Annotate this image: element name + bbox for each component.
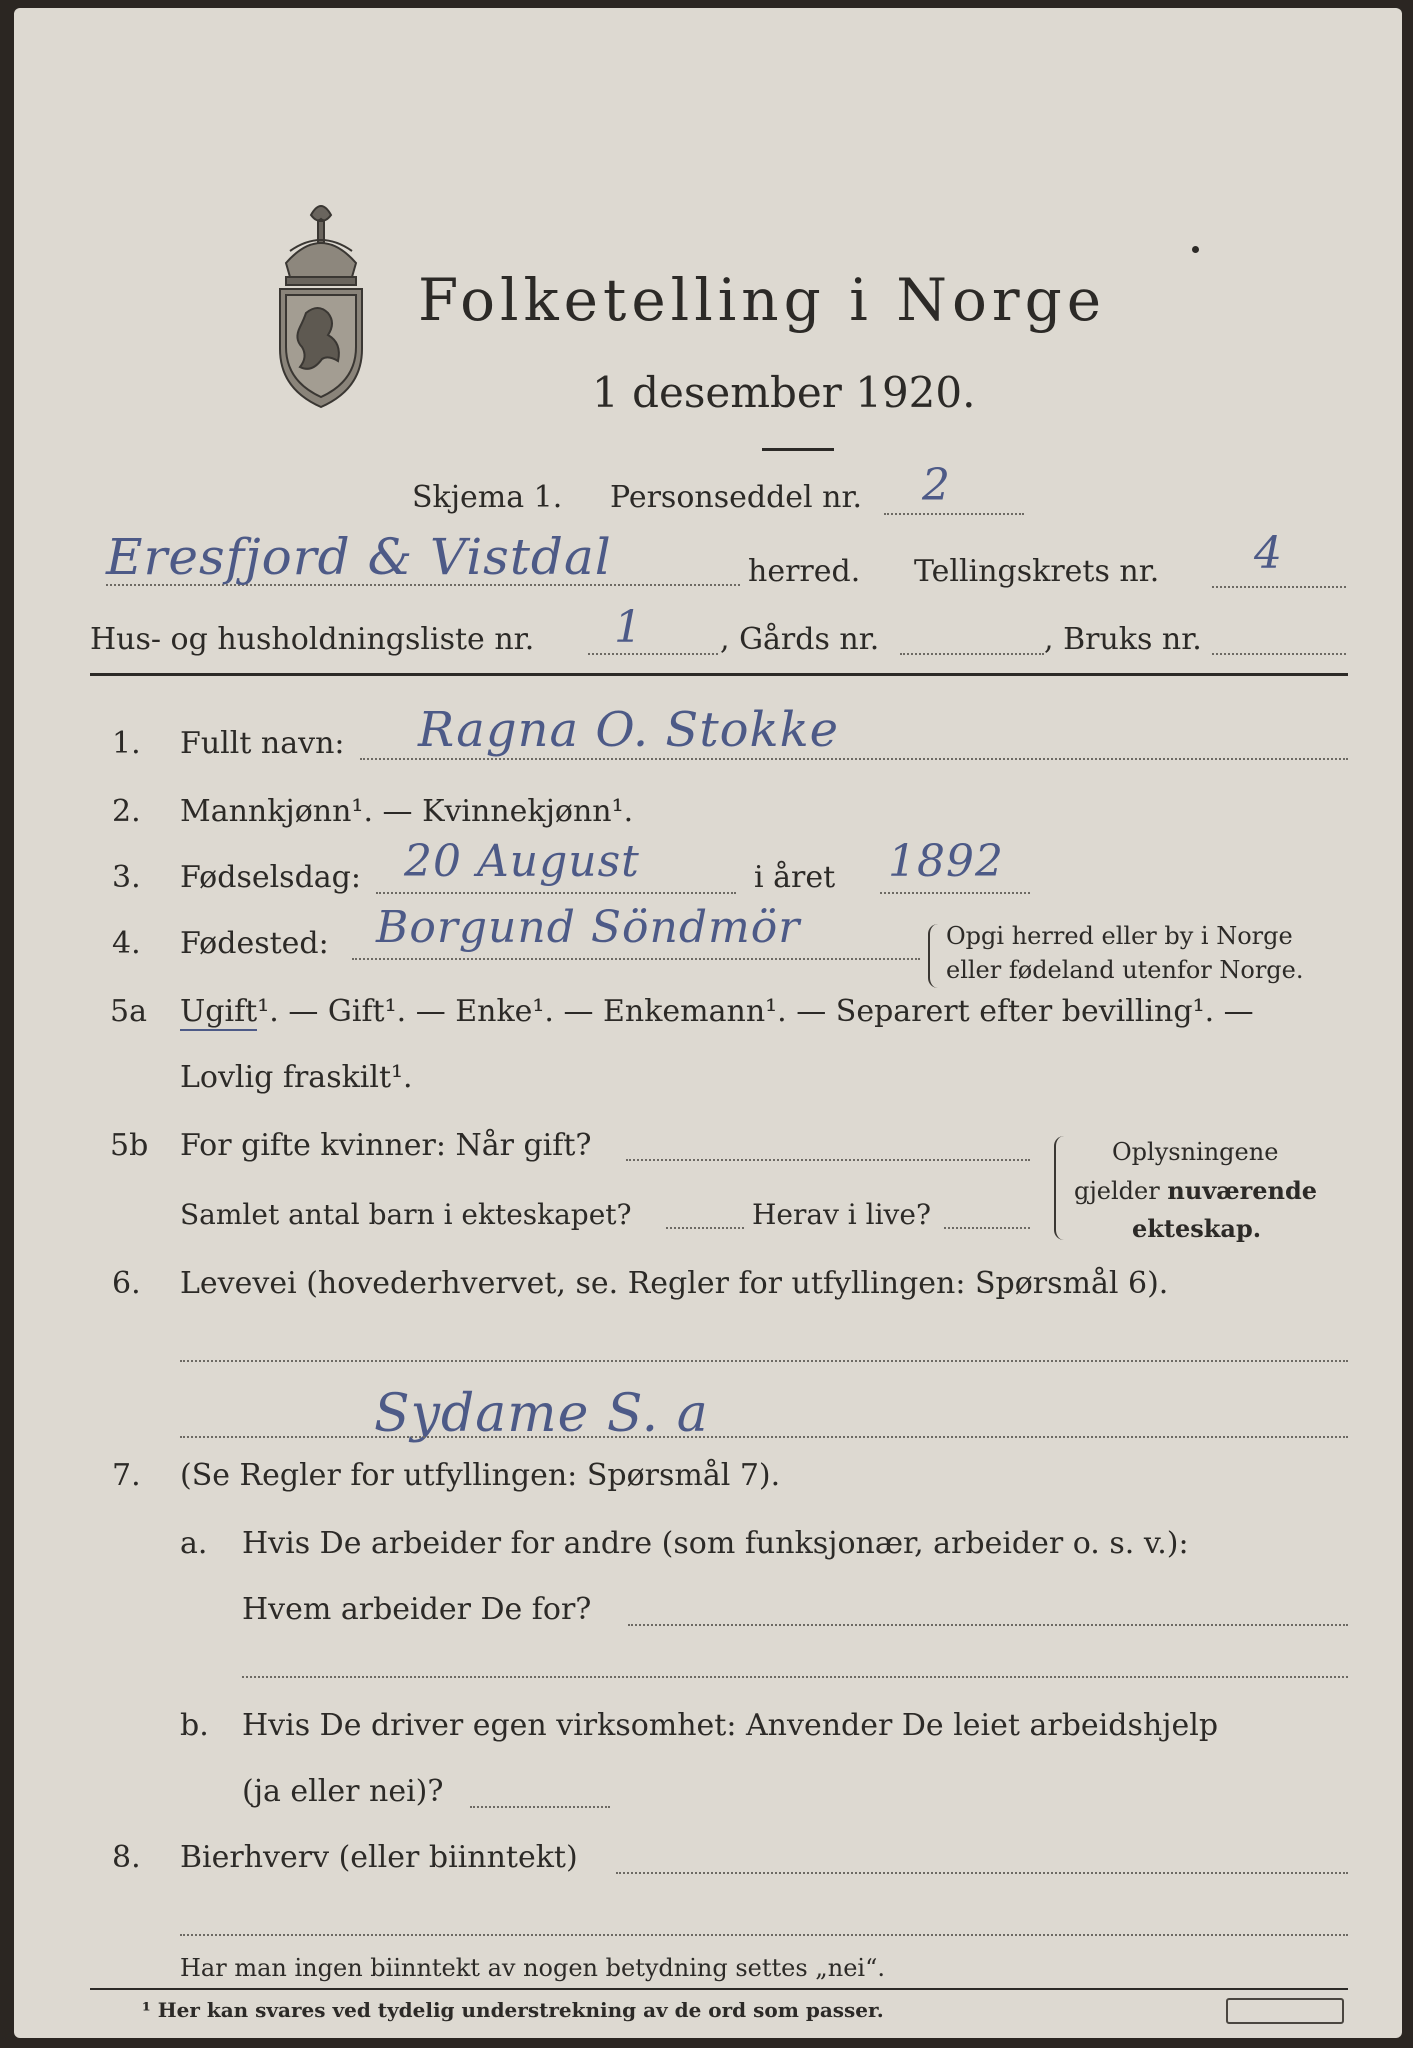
q4-note-line1: Opgi herred eller by i Norge	[946, 922, 1293, 950]
q5b-number: 5b	[110, 1128, 149, 1163]
bruks-line	[1212, 653, 1346, 655]
q5a-ugift-underlined: Ugift	[180, 994, 258, 1029]
q1-line	[360, 758, 1348, 760]
q8-line1	[616, 1872, 1348, 1874]
q5b-children-label: Samlet antal barn i ekteskapet?	[180, 1198, 632, 1231]
q4-brace	[928, 924, 938, 988]
q4-line	[352, 958, 920, 960]
q7a-line1	[628, 1624, 1348, 1626]
q5b-children-line	[666, 1227, 744, 1229]
census-form-sheet	[14, 8, 1402, 2038]
personseddel-line	[884, 513, 1024, 515]
q5b-label: For gifte kvinner: Når gift?	[180, 1128, 592, 1163]
q4-note-line2: eller fødeland utenfor Norge.	[946, 956, 1304, 984]
q8-line2	[180, 1934, 1348, 1936]
schema-label: Skjema 1.	[412, 480, 563, 515]
q5a-line2: Lovlig fraskilt¹.	[180, 1060, 413, 1095]
q5b-note-nuvaerende: nuværende	[1167, 1176, 1318, 1205]
q4-number: 4.	[112, 926, 141, 961]
q2-label: Mannkjønn¹. — Kvinnekjønn¹.	[180, 794, 634, 829]
hus-line	[588, 653, 718, 655]
q5b-alive-label: Herav i live?	[752, 1198, 931, 1231]
q3-year-line	[880, 892, 1030, 894]
q7a-line2	[242, 1676, 1348, 1678]
krets-value: 4	[1254, 528, 1283, 579]
ink-dot	[1192, 246, 1199, 253]
title-divider	[762, 448, 834, 451]
q6-value: Sydame S. a	[374, 1384, 709, 1444]
q5b-note-line1: Oplysningene	[1112, 1138, 1279, 1166]
q5b-note-gjelder: gjelder	[1074, 1177, 1160, 1205]
q2-number: 2.	[112, 794, 141, 829]
q5b-brace	[1054, 1136, 1066, 1240]
personseddel-value: 2	[922, 460, 951, 511]
krets-line	[1212, 586, 1346, 588]
footnote: ¹ Her kan svares ved tydelig understrekning av de ord som passer.	[142, 1998, 884, 2022]
q4-value: Borgund Söndmör	[376, 902, 801, 953]
q5b-married-line	[626, 1159, 1030, 1161]
q6-label: Levevei (hovederhvervet, se. Regler for utfyllingen: Spørsmål 6).	[180, 1266, 1169, 1301]
q7a-letter: a.	[180, 1526, 208, 1561]
q7b-question: (ja eller nei)?	[242, 1774, 444, 1809]
printer-stamp	[1226, 1998, 1344, 2024]
q8-label: Bierhverv (eller biinntekt)	[180, 1840, 578, 1875]
q6-line1	[180, 1360, 1348, 1362]
q7b-text: Hvis De driver egen virksomhet: Anvender De leiet arbeidshjelp	[242, 1708, 1219, 1743]
q1-label: Fullt navn:	[180, 726, 345, 761]
krets-label: Tellingskrets nr.	[914, 554, 1160, 589]
q5b-note-line3: ekteskap.	[1132, 1214, 1262, 1243]
herred-label: herred.	[748, 554, 861, 589]
q1-number: 1.	[112, 726, 141, 761]
q3-year-value: 1892	[888, 836, 1004, 887]
coat-of-arms-icon	[266, 193, 376, 413]
gards-label: , Gårds nr.	[720, 622, 880, 657]
q8-number: 8.	[112, 1840, 141, 1875]
footer-note: Har man ingen biinntekt av nogen betydning settes „nei“.	[180, 1954, 885, 1982]
census-date: 1 desember 1920.	[592, 368, 976, 417]
q3-value: 20 August	[404, 836, 640, 887]
q3-year-label: i året	[754, 860, 836, 895]
q5b-note-line2	[1074, 1176, 1317, 1205]
herred-value: Eresfjord & Vistdal	[106, 528, 612, 586]
q7b-line	[470, 1806, 610, 1808]
q5a-options	[180, 994, 1254, 1029]
personseddel-label: Personseddel nr.	[610, 480, 863, 515]
header-separator	[90, 673, 1348, 676]
form-title: Folketelling i Norge	[418, 266, 1107, 334]
gards-line	[900, 653, 1044, 655]
q5a-rest: ¹. — Gift¹. — Enke¹. — Enkemann¹. — Separert efter bevilling¹. —	[257, 994, 1254, 1029]
q4-label: Fødested:	[180, 926, 329, 961]
hus-label: Hus- og husholdningsliste nr.	[90, 622, 535, 657]
q7b-letter: b.	[180, 1708, 209, 1743]
q5b-alive-line	[944, 1227, 1030, 1229]
q6-number: 6.	[112, 1266, 141, 1301]
hus-value: 1	[614, 602, 643, 653]
q6-line2	[180, 1436, 1348, 1438]
bruks-label: , Bruks nr.	[1044, 622, 1202, 657]
footer-separator	[90, 1988, 1348, 1990]
q1-value: Ragna O. Stokke	[418, 702, 840, 758]
q7a-text: Hvis De arbeider for andre (som funksjonær, arbeider o. s. v.):	[242, 1526, 1189, 1561]
q3-line	[376, 892, 736, 894]
q7-label: (Se Regler for utfyllingen: Spørsmål 7).	[180, 1458, 781, 1493]
q7a-question: Hvem arbeider De for?	[242, 1592, 592, 1627]
q3-number: 3.	[112, 860, 141, 895]
q3-label: Fødselsdag:	[180, 860, 361, 895]
q5a-number: 5a	[110, 994, 147, 1029]
q7-number: 7.	[112, 1458, 141, 1493]
